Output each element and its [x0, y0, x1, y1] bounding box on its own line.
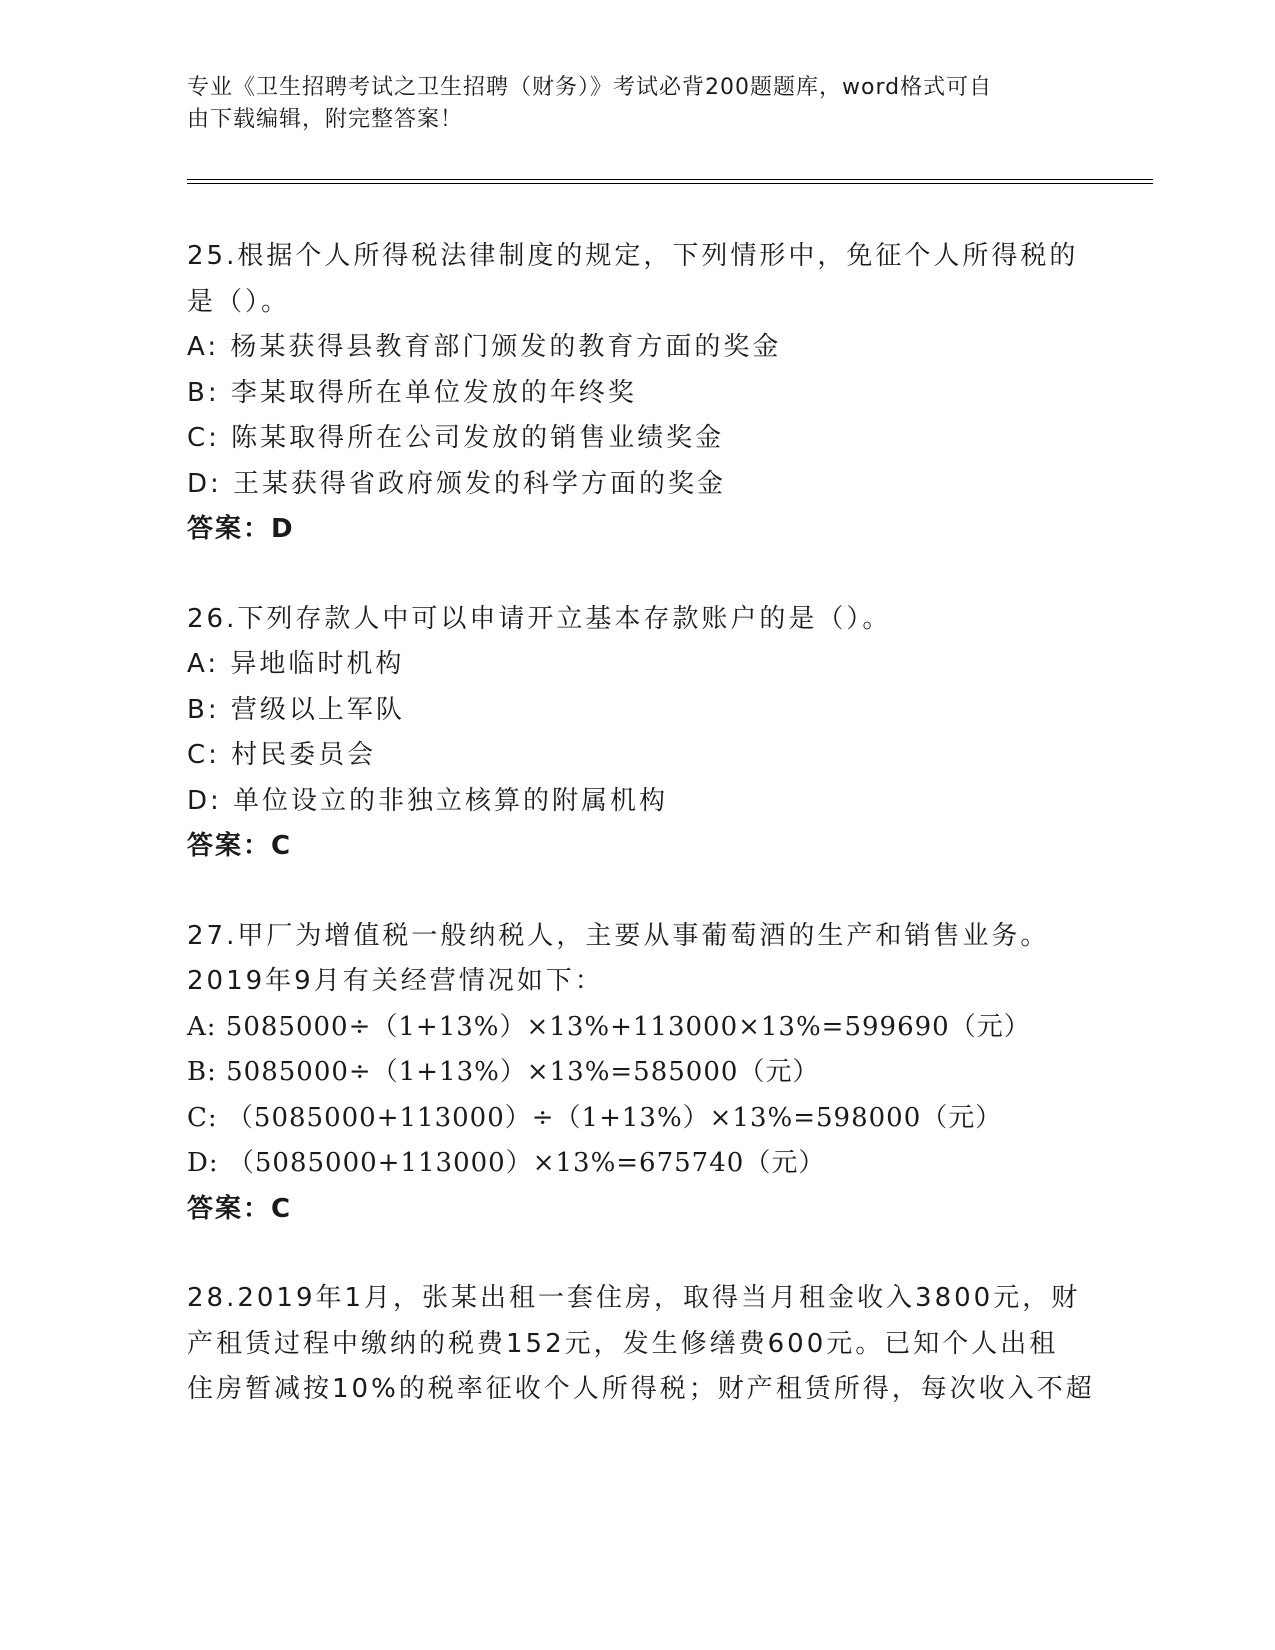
option-c: C: （5085000+113000）÷（1+13%）×13%=598000（元）: [187, 1102, 1003, 1133]
option-a: A: 异地临时机构: [187, 649, 405, 679]
option-c: C: 村民委员会: [187, 740, 377, 770]
question-27: [187, 914, 1087, 1233]
option-a: A: 5085000÷（1+13%）×13%+113000×13%=599690（元）: [187, 1011, 1031, 1042]
option-a: A: 杨某获得县教育部门颁发的教育方面的奖金: [187, 332, 782, 362]
option-d: D: 单位设立的非独立核算的附属机构: [187, 785, 669, 816]
answer: 答案：C: [187, 831, 293, 861]
document-header: [187, 72, 1067, 136]
header-line-1: 专业《卫生招聘考试之卫生招聘（财务）》考试必背200题题库，word格式可自: [187, 75, 993, 100]
question-stem: 25.根据个人所得税法律制度的规定，下列情形中，免征个人所得税的: [187, 241, 1079, 271]
header-divider-bottom: [187, 183, 1153, 184]
question-28: [187, 1276, 1095, 1413]
option-b: B: 营级以上军队: [187, 694, 405, 725]
header-divider-top: [187, 179, 1153, 180]
question-stem: 2019年9月有关经营情况如下：: [187, 966, 604, 996]
option-b: B: 5085000÷（1+13%）×13%=585000（元）: [187, 1057, 820, 1087]
question-stem: 27.甲厂为增值税一般纳税人，主要从事葡萄酒的生产和销售业务。: [187, 920, 1050, 951]
answer: 答案：D: [187, 514, 295, 544]
question-25: [187, 234, 1087, 553]
question-stem: 是（）。: [187, 286, 291, 317]
option-c: C: 陈某取得所在公司发放的销售业绩奖金: [187, 423, 725, 453]
option-b: B: 李某取得所在单位发放的年终奖: [187, 377, 637, 408]
option-d: D: （5085000+113000）×13%=675740（元）: [187, 1148, 826, 1178]
question-26: [187, 597, 1087, 870]
option-d: D: 王某获得省政府颁发的科学方面的奖金: [187, 468, 727, 499]
header-line-2: 由下载编辑，附完整答案！: [187, 107, 464, 132]
question-stem: 产租赁过程中缴纳的税费152元，发生修缮费600元。已知个人出租: [187, 1328, 1059, 1359]
question-stem: 住房暂减按10%的税率征收个人所得税；财产租赁所得，每次收入不超: [187, 1374, 1095, 1404]
question-stem: 26.下列存款人中可以申请开立基本存款账户的是（）。: [187, 603, 892, 634]
question-list: [187, 234, 1095, 1457]
answer: 答案：C: [187, 1193, 293, 1224]
question-stem: 28.2019年1月，张某出租一套住房，取得当月租金收入3800元，财: [187, 1283, 1081, 1313]
